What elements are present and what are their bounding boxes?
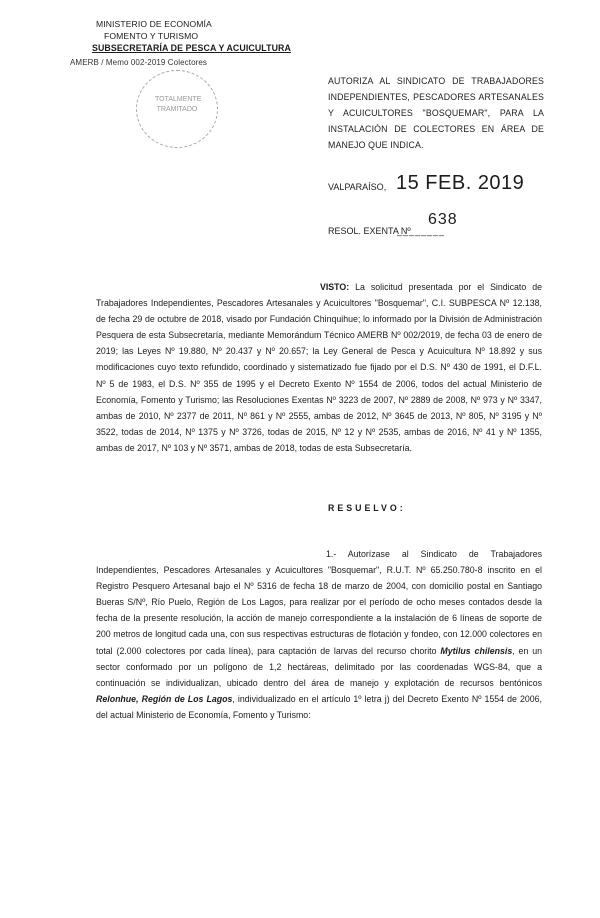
visto-text: La solicitud presentada por el Sindicato de Trabajadores Independientes, Pescadores Artesanales y Acuicultores "Bosquemar", C.I. SUBPESCA Nº 12.138, de fecha 29 de octubre de 2018, visado por Fundación Chinquihue; lo informado por la División de Administración Pesquera de esta Subsecretaría, mediante Memorándum Técnico AMERB Nº 002/2019, de fecha 03 de enero de 2019; las Leyes Nº 19.880, Nº 20.437 y Nº 20.657; la Ley General de Pesca y Acuicultura Nº 18.892 y sus modificaciones cuyo texto refundido, coordinado y sistematizado fue fijado por el D.S. Nº 430 de 1991, el D.F.L. Nº 5 de 1983, el D.S. Nº 355 de 1995 y el Decreto Exento Nº 1554 de 2006, todos del actual Ministerio de Economía, Fomento y Turismo; las Resoluciones Exentas Nº 3223 de 2007, Nº 2889 de 2008, Nº 973 y Nº 3347, ambas de 2010, Nº 2377 de 2011, Nº 861 y Nº 2555, ambas de 2012, Nº 3645 de 2013, Nº 805, Nº 3195 y Nº 3522, todas de 2014, Nº 1375 y Nº 3726, todas de 2015, Nº 12 y Nº 2535, ambas de 2016, Nº 41 y Nº 1355, ambas de 2017, Nº 103 y Nº 3571, ambas de 2018, todas de esta Subsecretaría. bbox=[96, 282, 542, 453]
resuelvo-heading: RESUELVO: bbox=[328, 503, 406, 513]
official-stamp bbox=[136, 70, 218, 148]
species-name: Mytilus chilensis bbox=[440, 645, 513, 656]
undersecretariat-name: SUBSECRETARÍA DE PESCA Y ACUICULTURA bbox=[92, 43, 291, 53]
visto-section bbox=[96, 279, 542, 456]
article-1 bbox=[96, 546, 542, 723]
resolution-label: RESOL. EXENTA Nº bbox=[328, 226, 411, 236]
management-area-name: Relonhue, Región de Los Lagos bbox=[96, 693, 233, 704]
memo-reference: AMERB / Memo 002-2019 Colectores bbox=[70, 58, 208, 67]
stamp-text: TOTALMENTE TRAMITADO bbox=[155, 96, 202, 113]
ministry-name-line2: FOMENTO Y TURISMO bbox=[104, 31, 199, 41]
article-1-text-a: 1.- Autorízase al Sindicato de Trabajadores Independientes, Pescadores Artesanales y Acuicultores "Bosquemar", R.U.T. Nº 65.250.780-8 inscrito en el Registro Pesquero Artesanal bajo el Nº 5316 de fecha 18 de marzo de 2004, con domicilio postal en Santiago Bueras S/Nº, Río Puelo, Región de Los Lagos, para realizar por el período de ocho meses contados desde la fecha de la presente resolución, la acción de manejo correspondiente a la instalación de 6 líneas de soporte de 200 metros de longitud cada una, con sus respectivas estructuras de flotación y fondeo, con 12.000 colectores en total (2.000 colectores por cada línea), para captación de larvas del recurso chorito bbox=[96, 549, 542, 656]
ministry-name: MINISTERIO DE ECONOMÍA bbox=[96, 19, 212, 29]
visto-label: VISTO: bbox=[320, 282, 350, 292]
resolution-number-blank: ________ bbox=[397, 226, 446, 236]
resolution-date: 15 FEB. 2019 bbox=[396, 172, 525, 194]
article-1-text-b: , en un sector conformado por un polígono de 1,2 hectáreas, delimitado por las coordenadas WGS-84, que a continuación se individualizan, ubicado dentro del área de manejo y explotación de recursos bentónicos bbox=[96, 645, 542, 688]
resolution-subject: AUTORIZA AL SINDICATO DE TRABAJADORES INDEPENDIENTES, PESCADORES ARTESANALES Y ACUICULTORES "BOSQUEMAR", PARA LA INSTALACIÓN DE COLECTORES EN ÁREA DE MANEJO QUE INDICA. bbox=[328, 76, 544, 150]
place-label: VALPARAÍSO, bbox=[328, 182, 387, 192]
resolution-number: 638 bbox=[428, 211, 458, 228]
article-1-paragraph bbox=[96, 546, 542, 723]
article-1-text-c: , individualizado en el artículo 1º letra j) del Decreto Exento Nº 1554 de 2006, del actual Ministerio de Economía, Fomento y Turismo: bbox=[96, 693, 542, 720]
visto-paragraph bbox=[96, 279, 542, 456]
